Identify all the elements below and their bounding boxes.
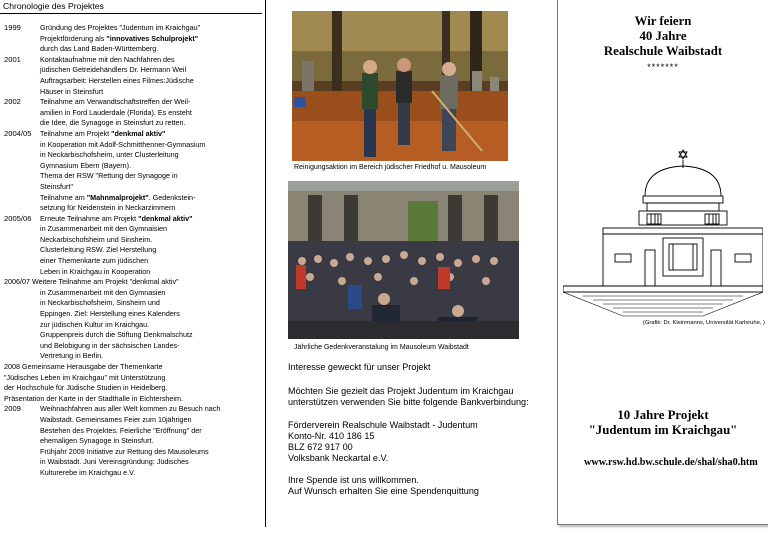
chronology-line-text: einer Themenkarte zum jüdischen [40, 256, 149, 266]
bank-code: BLZ 672 917 00 [288, 442, 353, 452]
chronology-line [0, 309, 262, 320]
chronology-line [0, 171, 262, 182]
project-title-line-1: 10 Jahre Projekt [617, 408, 709, 422]
chronology-line [0, 256, 262, 267]
chronology-line [0, 394, 262, 405]
chronology-line [0, 245, 262, 256]
chronology-line [0, 87, 262, 98]
chronology-line-bold: "innovatives Schulprojekt" [106, 33, 199, 43]
chronology-line-text: Waibstadt. Gemeinsames Feier zum 10jährigen [40, 414, 192, 424]
cover-title-line-1: Wir feiern [634, 14, 692, 28]
chronology-line-text: 2008 Gemeinsame Herausgabe der Themenkarte [4, 362, 163, 371]
chronology-line-text: in Waibstadt. Juni Vereinsgründung: Jüdisches [40, 457, 189, 467]
chronology-line-text: Teilnahme am Projekt [40, 128, 112, 138]
bank-name: Volksbank Neckartal e.V. [288, 453, 389, 463]
chronology-line-text: . Gedenkstein- [148, 192, 196, 202]
chronology-line-text: 2006/07 Weitere Teilnahme am Projekt "denkmal aktiv" [4, 277, 179, 287]
chronology-line [0, 97, 262, 108]
project-title [558, 408, 768, 438]
chronology-line-text: in Neckarbischofsheim, unter Clusterleitung [40, 150, 179, 160]
chronology-line-text: Teilnahme am [40, 192, 87, 202]
chronology-line [0, 468, 262, 479]
chronology-line-text: jüdischen Getreidehändlers Dr. Hermann Weil [40, 65, 187, 75]
photo-caption-memorial: Jährliche Gedenkveranstalung im Mausoleum Waibstadt [294, 344, 469, 351]
chronology-line-text: ehemaligen Synagoge in Steinsfurt. [40, 436, 154, 446]
chronology-line-text: Thema der RSW "Rettung der Synagoge in [40, 171, 178, 181]
chronology-line [0, 44, 262, 55]
donation-welcome: Ihre Spende ist uns willkommen. [288, 475, 419, 485]
stars-ornament: ******* [647, 62, 679, 72]
chronology-line-bold: "denkmal aktiv" [138, 213, 193, 223]
cover-title-line-3: Realschule Waibstadt [603, 44, 723, 58]
chronology-line-text: Häuser in Steinsfurt [40, 86, 104, 96]
chronology-line [0, 277, 262, 288]
chronology-line-text: in Zusammenarbeit mit den Gymnaisien [40, 224, 168, 234]
chronology-line-text: in Neckarbischofsheim, Sinsheim und [40, 298, 160, 308]
chronology-column [0, 0, 262, 543]
chronology-entry [0, 214, 262, 278]
chronology-line-text: Erneute Teilnahme am Projekt [40, 213, 139, 223]
chronology-line [0, 76, 262, 87]
chronology-line [0, 161, 262, 172]
chronology-entry [0, 362, 262, 404]
chronology-title: Chronologie des Projektes [3, 1, 104, 11]
chronology-line-text: Gründung des Projektes "Judentum im Kraichgau" [40, 23, 201, 32]
chronology-line [0, 320, 262, 331]
chronology-year: 2004/05 [4, 128, 32, 138]
chronology-line [0, 235, 262, 246]
graphic-credit: (Grafik: Dr. Kleinmanns, Universität Karlsruhe, ) [642, 320, 765, 326]
chronology-entry [0, 288, 262, 362]
chronology-line-text: Kontaktaufnahme mit den Nachfahren des [40, 54, 175, 64]
chronology-line-text: Gymnasium Ebern (Bayern). [40, 160, 132, 170]
chronology-line-text: Eppingen. Ziel: Herstellung eines Kalenders [40, 309, 180, 319]
chronology-entry [0, 23, 262, 55]
chronology-line-bold: "denkmal aktiv" [111, 128, 166, 138]
chronology-line [0, 415, 262, 426]
chronology-line-text: setzung für Neidenstein in Neckarzimmern [40, 203, 176, 213]
chronology-line [0, 34, 262, 45]
chronology-line [0, 436, 262, 447]
chronology-line [0, 224, 262, 235]
chronology-line-text: Gruppenpreis durch die Stiftung Denkmalschutz [40, 330, 193, 340]
chronology-year: 2001 [4, 54, 21, 64]
chronology-line-bold: "Mahnmalprojekt" [86, 192, 149, 202]
chronology-line-text: Kulturerebe im Kraichgau e.V. [40, 467, 136, 477]
mausoleum-drawing [563, 146, 763, 322]
chronology-year: 2002 [4, 97, 21, 107]
middle-column [282, 0, 544, 543]
chronology-line [0, 447, 262, 458]
chronology-entry [0, 404, 262, 478]
chronology-line [0, 373, 262, 384]
photo-caption-cleanup: Reinigungsaktion im Bereich jüdischer Friedhof u. Mausoleum [294, 164, 487, 171]
chronology-line-text: in Kooperation mit Adolf-Schmitthenner-Gymnasium [40, 139, 206, 149]
chronology-line [0, 383, 262, 394]
chronology-line-text: die Idee, die Synagoge in Steinsfurt zu retten. [40, 118, 186, 128]
chronology-line-text: zur jüdischen Kultur im Kraichgau. [40, 319, 150, 329]
chronology-line [0, 65, 262, 76]
chronology-line [0, 362, 262, 373]
chronology-line [0, 288, 262, 299]
chronology-line [0, 23, 262, 34]
chronology-line [0, 118, 262, 129]
chronology-entry [0, 277, 262, 288]
chronology-entry [0, 129, 262, 214]
chronology-line [0, 426, 262, 437]
chronology-line-text: Vertretung in Berlin. [40, 351, 104, 361]
chronology-line-text: Teilnahme am Verwandtschaftstreffen der Weil- [40, 97, 191, 107]
title-rule [0, 13, 262, 14]
cover-title-line-2: 40 Jahre [639, 29, 687, 43]
chronology-line [0, 129, 262, 140]
chronology-line-text: amilien in Ford Lauderdale (Florida). Es ensteht [40, 107, 192, 117]
chronology-line [0, 203, 262, 214]
chronology-line-text: und Belobigung in der sächsischen Landes- [40, 340, 180, 350]
chronology-line [0, 351, 262, 362]
column-divider [265, 0, 266, 527]
chronology-line [0, 330, 262, 341]
donation-receipt: Auf Wunsch erhalten Sie eine Spendenquittung [288, 486, 479, 496]
chronology-line-text: "Jüdisches Leben im Kraichgau" mit Unterstützung [4, 372, 166, 382]
chronology-line-text: Weihnachfahren aus aller Welt kommen zu Besuch nach [40, 404, 221, 414]
support-text-2: unterstützen verwenden Sie bitte folgende Bankverbindung: [288, 397, 529, 407]
chronology-line [0, 150, 262, 161]
chronology-line [0, 267, 262, 278]
chronology-entry [0, 55, 262, 97]
cover-title [558, 14, 768, 59]
school-website: www.rsw.hd.bw.schule.de/shal/sha0.htm [584, 457, 758, 468]
chronology-line-text: Steinsfurt" [40, 181, 73, 191]
chronology-line-text: Bestehen des Projektes. Feierliche "Eröffnung" der [40, 425, 202, 435]
chronology-line [0, 298, 262, 309]
bank-account-holder: Förderverein Realschule Waibstadt - Judentum [288, 420, 478, 430]
chronology-list [0, 23, 262, 479]
chronology-line [0, 193, 262, 204]
project-title-line-2: "Judentum im Kraichgau" [588, 423, 738, 437]
chronology-line-text: Auftragsarbeit: Herstellen eines Filmes:Jüdische [40, 75, 194, 85]
chronology-year: 1999 [4, 23, 21, 32]
chronology-line [0, 55, 262, 66]
chronology-line-text: Frühjahr 2009 Initiative zur Rettung des Mausoleums [40, 446, 209, 456]
chronology-line-text: in Zusammenarbeit mit den Gymnasien [40, 287, 166, 297]
chronology-line-text: Präsentation der Karte in der Stadthalle in Eichtersheim. [4, 393, 183, 403]
chronology-line-text: durch das Land Baden-Württemberg. [40, 44, 159, 54]
chronology-line [0, 182, 262, 193]
chronology-line [0, 140, 262, 151]
chronology-line [0, 457, 262, 468]
support-text-1: Möchten Sie gezielt das Projekt Judentum im Kraichgau [288, 386, 514, 396]
chronology-line [0, 214, 262, 225]
chronology-line-text: Neckarbischofsheim und Sinsheim. [40, 234, 153, 244]
interest-heading: Interesse geweckt für unser Projekt [288, 362, 431, 372]
chronology-line-text: der Hochschule für Jüdische Studien in Heidelberg. [4, 383, 168, 393]
chronology-line-text: Leben in Kraichgau in Kooperation [40, 266, 151, 276]
chronology-year: 2005/06 [4, 213, 32, 223]
chronology-line [0, 404, 262, 415]
chronology-line-text: Projektförderung als [40, 33, 107, 43]
chronology-year: 2009 [4, 404, 21, 414]
chronology-line [0, 341, 262, 352]
chronology-line-text: Clusterleitung RSW. Ziel Herstellung [40, 245, 157, 255]
chronology-line [0, 108, 262, 119]
bank-account-number: Konto-Nr. 410 186 15 [288, 431, 375, 441]
chronology-entry [0, 97, 262, 129]
memorial-event-photo [288, 181, 519, 339]
cemetery-cleanup-photo [292, 11, 508, 161]
cover-panel [557, 0, 768, 525]
